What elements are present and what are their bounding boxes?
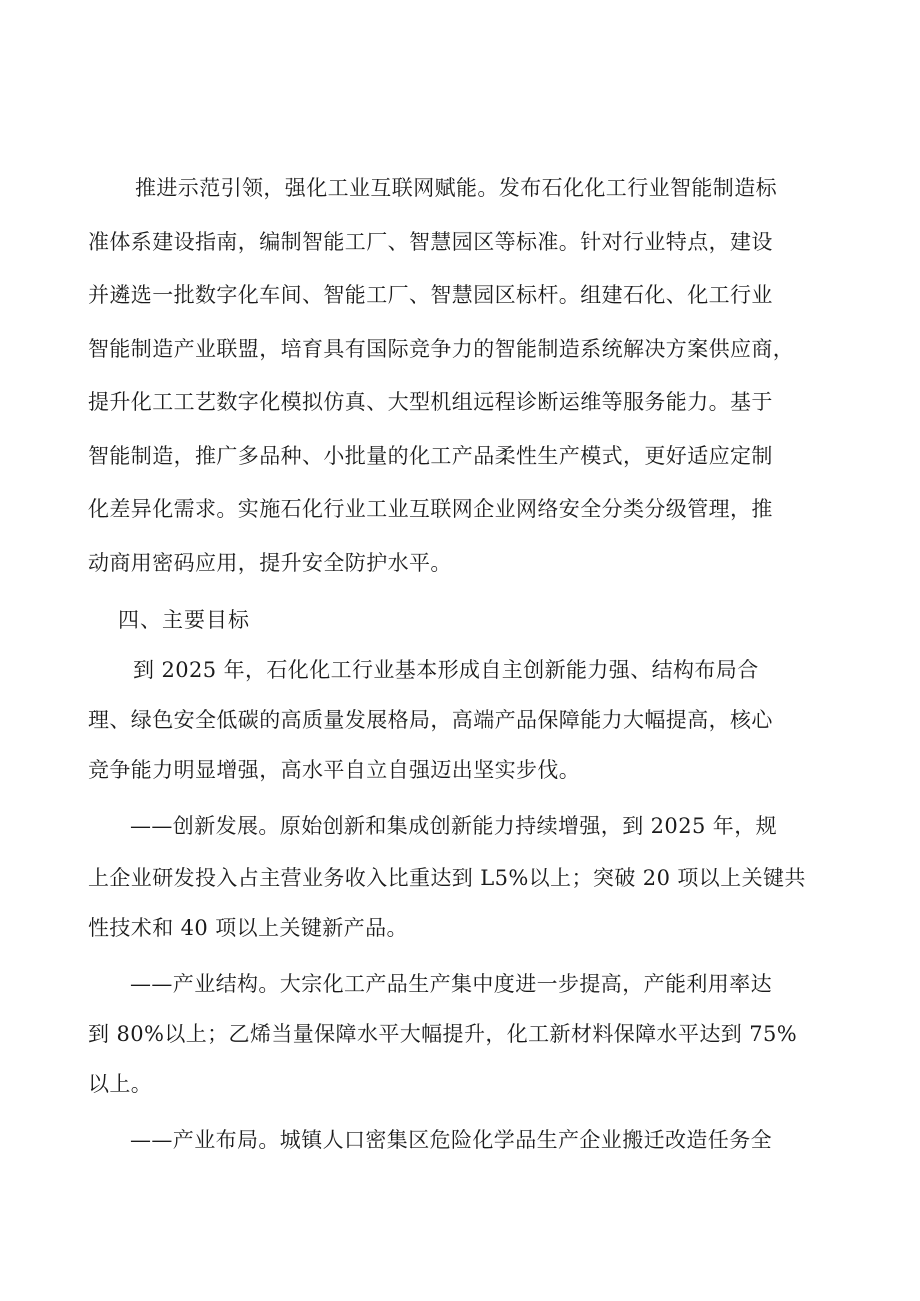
paragraph-1-line-7: 化差异化需求。实施石化行业工业互联网企业网络安全分类分级管理，推 [88, 497, 773, 521]
paragraph-4-line-2: 到 80%以上；乙烯当量保障水平大幅提升，化工新材料保障水平达到 75% [88, 1022, 798, 1046]
paragraph-1-line-3: 并遴选一批数字化车间、智能工厂、智慧园区标杆。组建石化、化工行业 [88, 283, 773, 307]
paragraph-1-line-2: 准体系建设指南，编制智能工厂、智慧园区等标准。针对行业特点，建设 [88, 230, 773, 254]
paragraph-5-line-1: ——产业布局。城镇人口密集区危险化学品生产企业搬迁改造任务全 [130, 1128, 772, 1152]
paragraph-2-line-3: 竞争能力明显增强，高水平自立自强迈出坚实步伐。 [88, 758, 581, 782]
paragraph-1-line-8: 动商用密码应用，提升安全防护水平。 [88, 551, 452, 575]
paragraph-1-line-4: 智能制造产业联盟，培育具有国际竞争力的智能制造系统解决方案供应商， [88, 337, 795, 361]
section-heading: 四、主要目标 [118, 608, 250, 632]
paragraph-3-line-1: ——创新发展。原始创新和集成创新能力持续增强，到 2025 年，规 [130, 814, 777, 838]
paragraph-3-line-3: 性技术和 40 项以上关键新产品。 [88, 916, 408, 940]
paragraph-4-line-1: ——产业结构。大宗化工产品生产集中度进一步提高，产能利用率达 [130, 972, 772, 996]
paragraph-1-line-5: 提升化工工艺数字化模拟仿真、大型机组远程诊断运维等服务能力。基于 [88, 390, 773, 414]
paragraph-2-line-2: 理、绿色安全低碳的高质量发展格局，高端产品保障能力大幅提高，核心 [88, 708, 773, 732]
paragraph-1-line-6: 智能制造，推广多品种、小批量的化工产品柔性生产模式，更好适应定制 [88, 444, 773, 468]
paragraph-2-line-1: 到 2025 年，石化化工行业基本形成自主创新能力强、结构布局合 [133, 658, 759, 682]
paragraph-4-line-3: 以上。 [88, 1072, 153, 1096]
paragraph-3-line-2: 上企业研发投入占主营业务收入比重达到 L5%以上；突破 20 项以上关键共 [88, 866, 806, 890]
paragraph-1-line-1: 推进示范引领，强化工业互联网赋能。发布石化化工行业智能制造标 [135, 176, 777, 200]
